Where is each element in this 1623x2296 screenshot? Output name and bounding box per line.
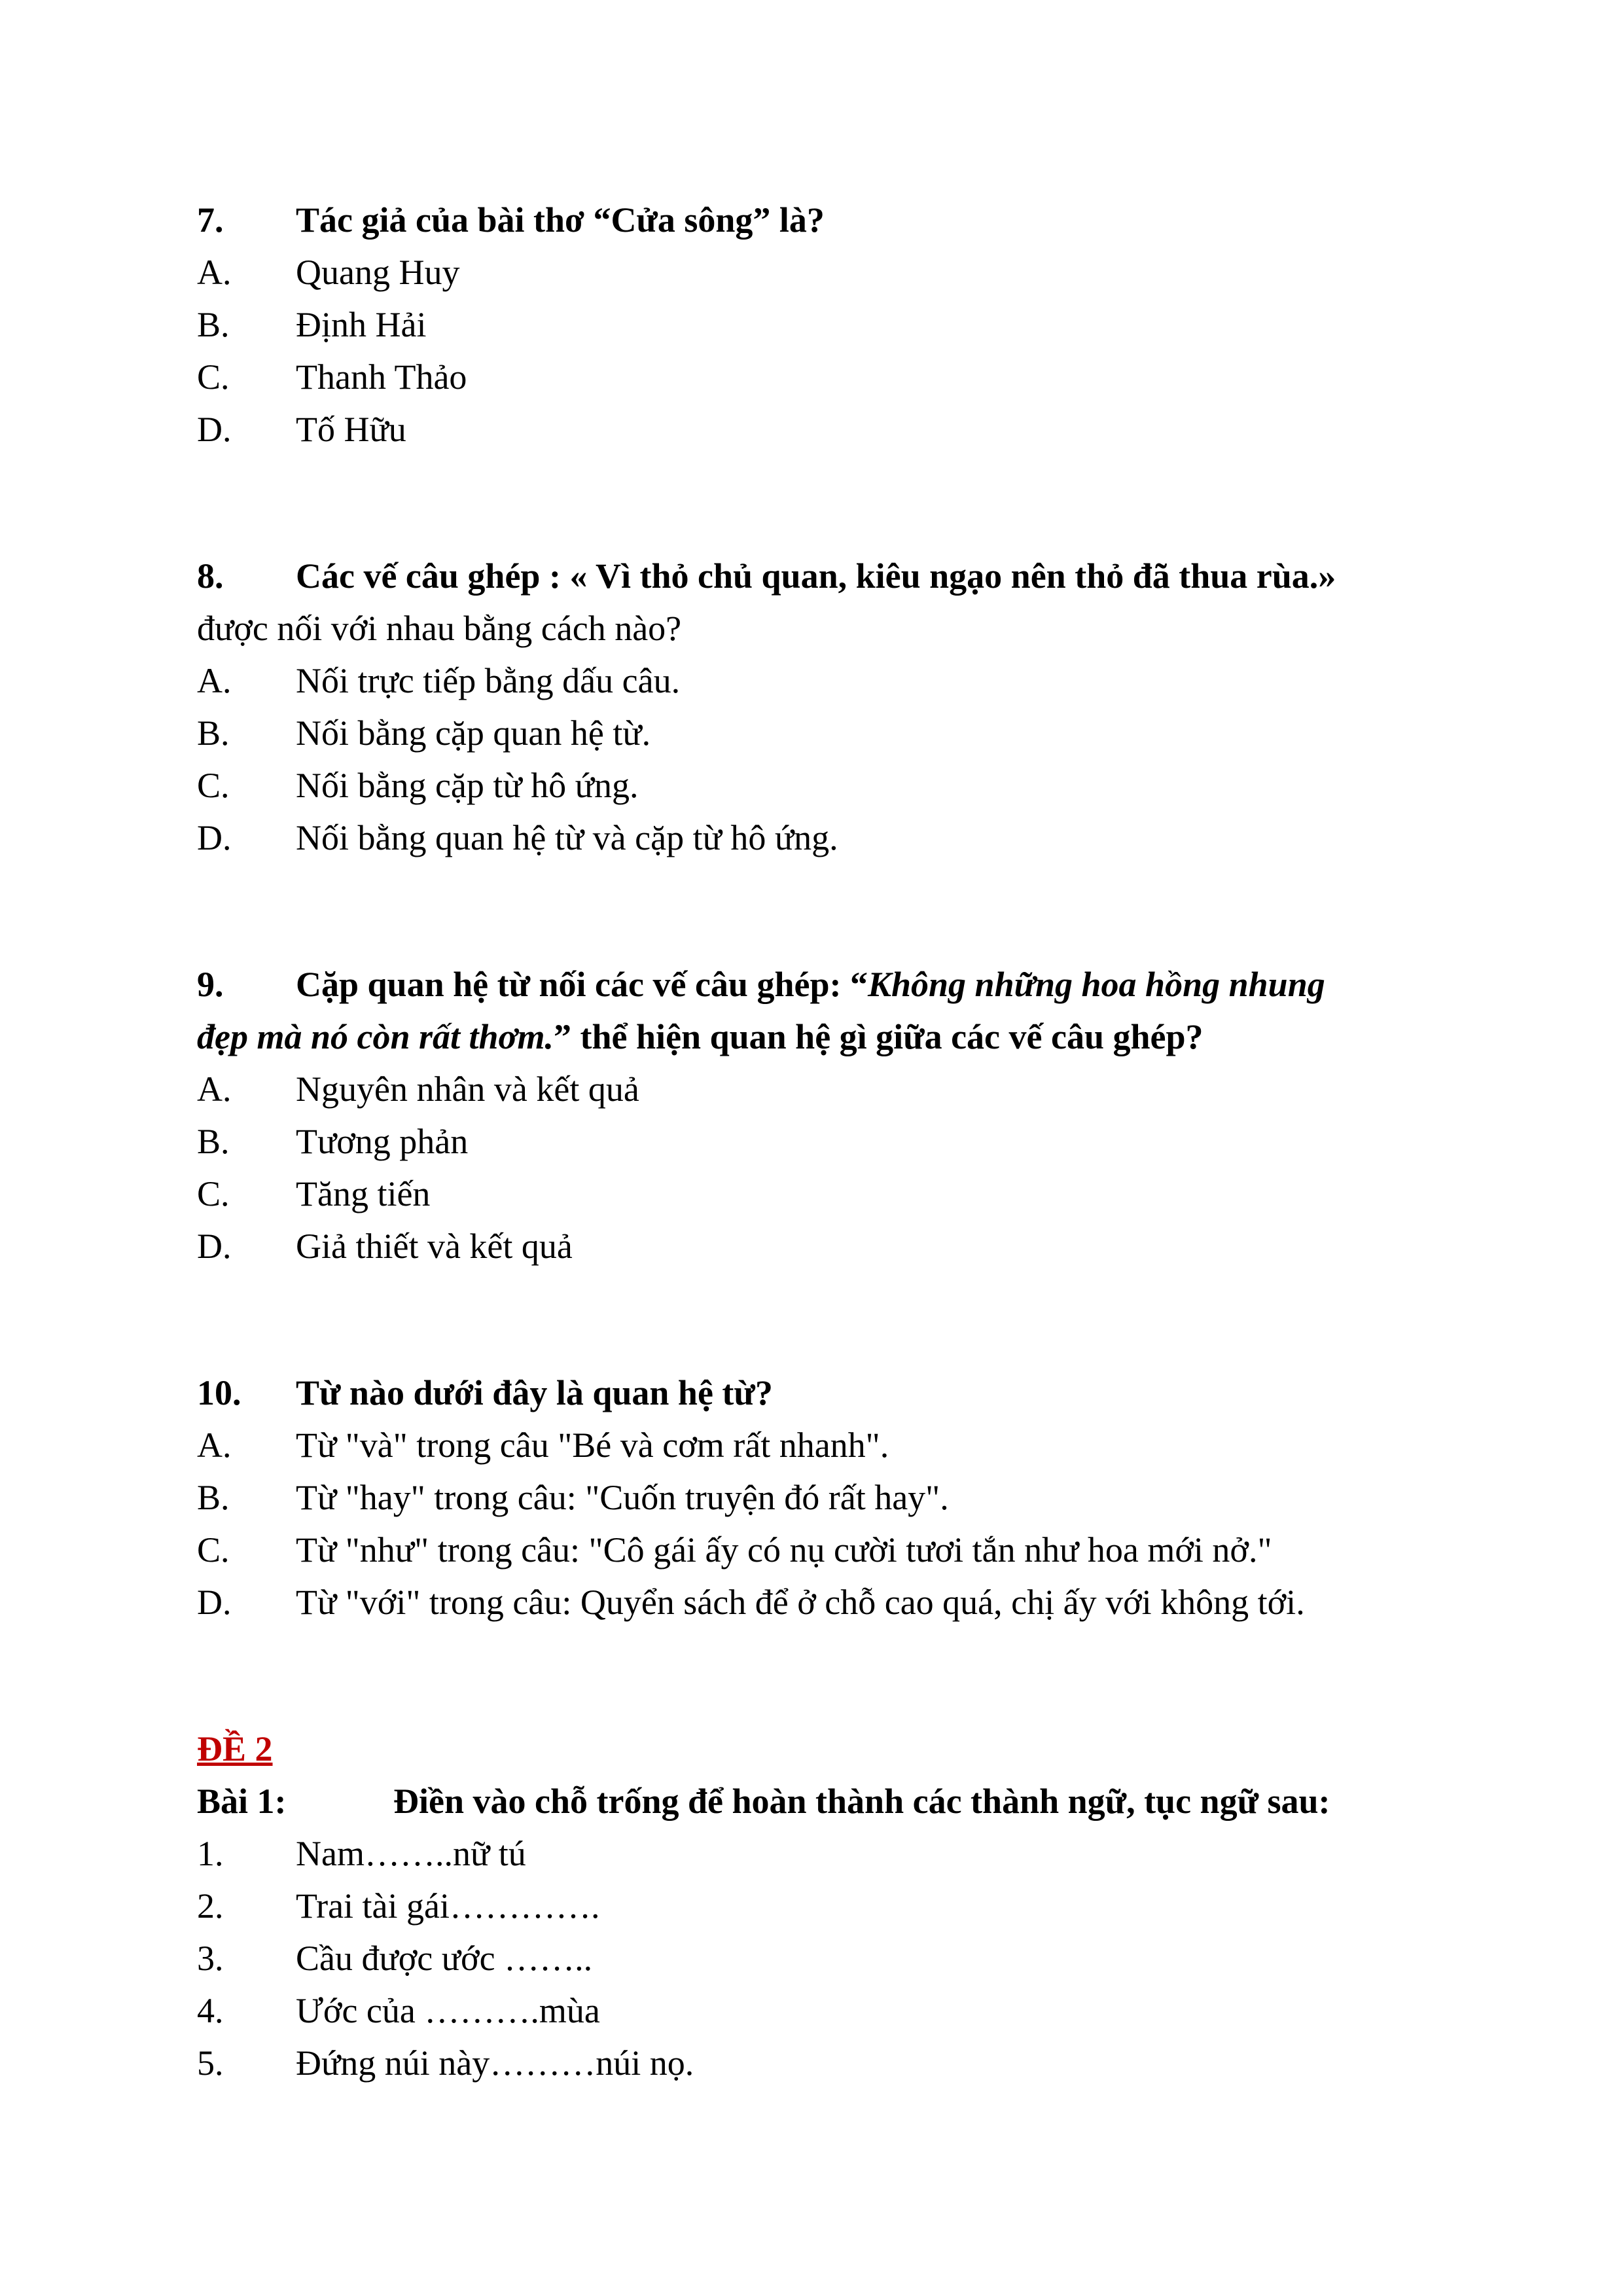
document-content: [197, 194, 1440, 2089]
question-8: [197, 550, 1440, 864]
item-text: Ước của ……….mùa: [296, 1991, 600, 2030]
item-text: Đứng núi này………núi nọ.: [296, 2043, 694, 2083]
question-7: [197, 194, 1440, 456]
question-number: 9.: [197, 965, 224, 1004]
option-b: [197, 1471, 1440, 1524]
option-c: [197, 1168, 1440, 1220]
option-b: [197, 298, 1440, 351]
item-number: 3.: [197, 1939, 224, 1978]
question-quote-part-1: Không những hoa hồng nhung: [867, 965, 1325, 1004]
option-text: Từ "như" trong câu: "Cô gái ấy có nụ cười tươi tắn như hoa mới nở.": [296, 1530, 1272, 1570]
option-label: C.: [197, 1530, 230, 1570]
option-label: D.: [197, 1583, 232, 1622]
option-label: C.: [197, 357, 230, 397]
section-de-2: [197, 1723, 1440, 2089]
exercise-instruction: Điền vào chỗ trống để hoàn thành các thành ngữ, tục ngữ sau:: [393, 1782, 1330, 1821]
question-text: Tác giả của bài thơ “Cửa sông” là?: [296, 200, 825, 240]
question-9: [197, 958, 1440, 1272]
question-heading: [197, 1367, 1440, 1419]
option-label: B.: [197, 1478, 230, 1517]
option-a: [197, 246, 1440, 298]
list-item: [197, 1984, 1440, 2037]
question-number: 10.: [197, 1373, 241, 1412]
option-text: Giả thiết và kết quả: [296, 1227, 573, 1266]
section-title: ĐỀ 2: [197, 1729, 273, 1768]
item-text: Trai tài gái………….: [296, 1886, 600, 1926]
exercise-heading: [197, 1775, 1440, 1827]
question-quote-part-2: đẹp mà nó còn rất thơm.: [197, 1017, 554, 1056]
option-label: A.: [197, 1426, 232, 1465]
question-continuation: được nối với nhau bằng cách nào?: [197, 609, 682, 648]
item-number: 2.: [197, 1886, 224, 1926]
option-a: [197, 1063, 1440, 1115]
item-number: 1.: [197, 1834, 224, 1873]
option-label: D.: [197, 1227, 232, 1266]
question-text: Các vế câu ghép : « Vì thỏ chủ quan, kiêu ngạo nên thỏ đã thua rùa.»: [296, 556, 1336, 596]
option-label: B.: [197, 713, 230, 753]
option-label: D.: [197, 818, 232, 857]
list-item: [197, 1880, 1440, 1932]
option-text: Tố Hữu: [296, 410, 406, 449]
option-text: Định Hải: [296, 305, 427, 344]
option-b: [197, 707, 1440, 759]
option-c: [197, 1524, 1440, 1576]
option-text: Từ "và" trong câu "Bé và cơm rất nhanh".: [296, 1426, 889, 1465]
option-d: [197, 1576, 1440, 1628]
option-text: Nối bằng quan hệ từ và cặp từ hô ứng.: [296, 818, 838, 857]
list-item: [197, 2037, 1440, 2089]
option-text: Nối bằng cặp quan hệ từ.: [296, 713, 651, 753]
option-a: [197, 1419, 1440, 1471]
item-number: 4.: [197, 1991, 224, 2030]
option-d: [197, 1220, 1440, 1272]
exercise-label: Bài 1:: [197, 1782, 287, 1821]
item-text: Nam……..nữ tú: [296, 1834, 526, 1873]
option-text: Nguyên nhân và kết quả: [296, 1069, 639, 1109]
option-c: [197, 759, 1440, 812]
option-text: Quang Huy: [296, 253, 460, 292]
option-d: [197, 812, 1440, 864]
option-label: A.: [197, 1069, 232, 1109]
option-text: Thanh Thảo: [296, 357, 467, 397]
option-c: [197, 351, 1440, 403]
item-number: 5.: [197, 2043, 224, 2083]
option-label: A.: [197, 253, 232, 292]
option-text: Nối trực tiếp bằng dấu câu.: [296, 661, 681, 700]
question-heading: [197, 194, 1440, 246]
option-text: Từ "với" trong câu: Quyển sách để ở chỗ cao quá, chị ấy với không tới.: [296, 1583, 1305, 1622]
question-number: 8.: [197, 556, 224, 596]
option-a: [197, 655, 1440, 707]
question-text: Từ nào dưới đây là quan hệ từ?: [296, 1373, 773, 1412]
option-label: C.: [197, 1174, 230, 1213]
option-b: [197, 1115, 1440, 1168]
option-label: B.: [197, 305, 230, 344]
option-d: [197, 403, 1440, 456]
item-text: Cầu được ước ……..: [296, 1939, 593, 1978]
question-text-before: Cặp quan hệ từ nối các vế câu ghép: “: [296, 965, 868, 1004]
option-label: A.: [197, 661, 232, 700]
option-label: B.: [197, 1122, 230, 1161]
option-label: C.: [197, 766, 230, 805]
option-label: D.: [197, 410, 232, 449]
question-heading: [197, 958, 1440, 1011]
list-item: [197, 1827, 1440, 1880]
question-10: [197, 1367, 1440, 1628]
question-heading: [197, 550, 1440, 602]
question-text-line-1: [296, 958, 1440, 1011]
option-text: Tăng tiến: [296, 1174, 431, 1213]
list-item: [197, 1932, 1440, 1984]
question-text-after: ” thể hiện quan hệ gì giữa các vế câu ghép?: [554, 1017, 1204, 1056]
option-text: Tương phản: [296, 1122, 469, 1161]
question-number: 7.: [197, 200, 224, 240]
question-text-line-2: [197, 1011, 1440, 1063]
option-text: Từ "hay" trong câu: "Cuốn truyện đó rất hay".: [296, 1478, 949, 1517]
option-text: Nối bằng cặp từ hô ứng.: [296, 766, 639, 805]
